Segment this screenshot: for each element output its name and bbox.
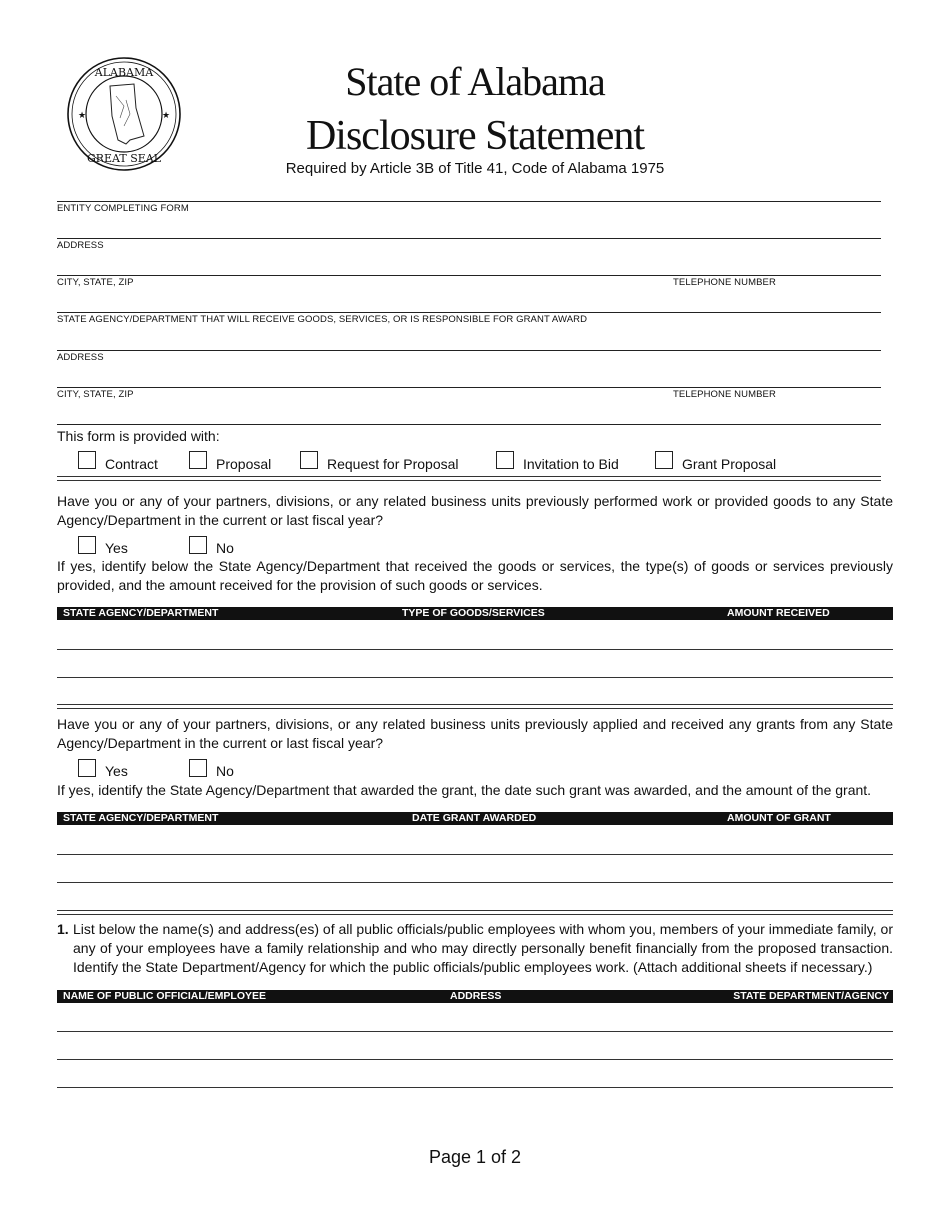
grant-proposal-checkbox[interactable] [655,451,673,469]
q1-instruction: If yes, identify below the State Agency/Department that received the goods or services, the type(s) of goods or services previously provided, and the amount received for the provision of such goods or services. [57,558,893,593]
agency-field-line[interactable] [57,312,881,313]
itb-checkbox[interactable] [496,451,514,469]
q2-yes-checkbox[interactable] [78,759,96,777]
section-divider [57,704,893,709]
item1-row-line[interactable] [57,1059,893,1060]
q1-col-agency: STATE AGENCY/DEPARTMENT [63,607,219,619]
q2-row-line[interactable] [57,882,893,883]
statute-reference: Required by Article 3B of Title 41, Code of Alabama 1975 [285,160,665,177]
address2-field-line[interactable] [57,350,881,351]
q1-col-amount: AMOUNT RECEIVED [727,607,830,619]
q1-no-checkbox[interactable] [189,536,207,554]
item1-table-header [57,990,893,1003]
city2-field-line[interactable] [57,387,881,388]
svg-text:ALABAMA: ALABAMA [94,66,154,79]
q1-yes-checkbox[interactable] [78,536,96,554]
q2-no-checkbox[interactable] [189,759,207,777]
document-title: Disclosure Statement [305,113,645,159]
contract-label: Contract [105,456,158,472]
q2-col-agency: STATE AGENCY/DEPARTMENT [63,812,219,824]
item1-col-name: NAME OF PUBLIC OFFICIAL/EMPLOYEE [63,990,267,1002]
q1-no-label: No [216,540,234,556]
q1-yes-label: Yes [105,540,128,556]
itb-label: Invitation to Bid [523,456,619,472]
proposal-checkbox[interactable] [189,451,207,469]
item1-block [57,920,893,977]
item1-number: 1. [57,921,69,937]
address1-field-line[interactable] [57,238,881,239]
city1-label: CITY, STATE, ZIP [57,277,134,288]
rfp-checkbox[interactable] [300,451,318,469]
q2-row-line[interactable] [57,854,893,855]
section-divider [57,476,881,481]
q2-table-header [57,812,893,825]
grant-proposal-label: Grant Proposal [682,456,777,472]
q2-yes-label: Yes [105,763,128,779]
section-divider [57,910,893,915]
item1-row-line[interactable] [57,1087,893,1088]
entity-label: ENTITY COMPLETING FORM [57,203,189,214]
svg-text:GREAT SEAL: GREAT SEAL [86,152,162,165]
phone1-label: TELEPHONE NUMBER [673,277,776,288]
q1-question: Have you or any of your partners, divisions, or any related business units previously performed work or provided goods to any State Agency/Department in the current or last fiscal year? [57,493,893,528]
svg-text:★: ★ [78,110,87,120]
q2-col-amount: AMOUNT OF GRANT [727,812,831,824]
q2-instruction: If yes, identify the State Agency/Department that awarded the grant, the date such grant was awarded, and the amount of the grant. [57,782,872,798]
q2-col-date: DATE GRANT AWARDED [412,812,537,824]
q2-question: Have you or any of your partners, divisions, or any related business units previously applied and received any grants from any State Agency/Department in the current or last fiscal year? [57,716,893,751]
phone2-label: TELEPHONE NUMBER [673,389,776,400]
entity-field-line[interactable] [57,201,881,202]
city1-field-line[interactable] [57,275,881,276]
state-title: State of Alabama [345,59,605,104]
provided-with-label: This form is provided with: [57,428,220,444]
q1-row-line[interactable] [57,677,893,678]
item1-col-address: ADDRESS [450,990,502,1002]
q1-table-header [57,607,893,620]
divider [57,424,881,425]
q1-row-line[interactable] [57,649,893,650]
agency-label: STATE AGENCY/DEPARTMENT THAT WILL RECEIVE GOODS, SERVICES, OR IS RESPONSIBLE FOR GRANT AWARD [57,314,588,325]
city2-label: CITY, STATE, ZIP [57,389,134,400]
item1-col-agency: STATE DEPARTMENT/AGENCY [733,990,889,1002]
proposal-label: Proposal [216,456,272,472]
item1-row-line[interactable] [57,1031,893,1032]
contract-checkbox[interactable] [78,451,96,469]
rfp-label: Request for Proposal [327,456,459,472]
address2-label: ADDRESS [57,352,104,363]
svg-text:★: ★ [162,110,171,120]
item1-text: List below the name(s) and address(es) of all public officials/public employees with whom you, members of your immediate family, or any of your employees have a family relationship and who may directly personally benefit financially from the proposed transaction. Identify the State Department/Agency for which the public officials/public employees work. (Attach additional sheets if necessary.) [73,921,893,975]
q1-col-type: TYPE OF GOODS/SERVICES [402,607,545,619]
page-number: Page 1 of 2 [428,1147,522,1167]
q2-no-label: No [216,763,234,779]
address1-label: ADDRESS [57,240,104,251]
